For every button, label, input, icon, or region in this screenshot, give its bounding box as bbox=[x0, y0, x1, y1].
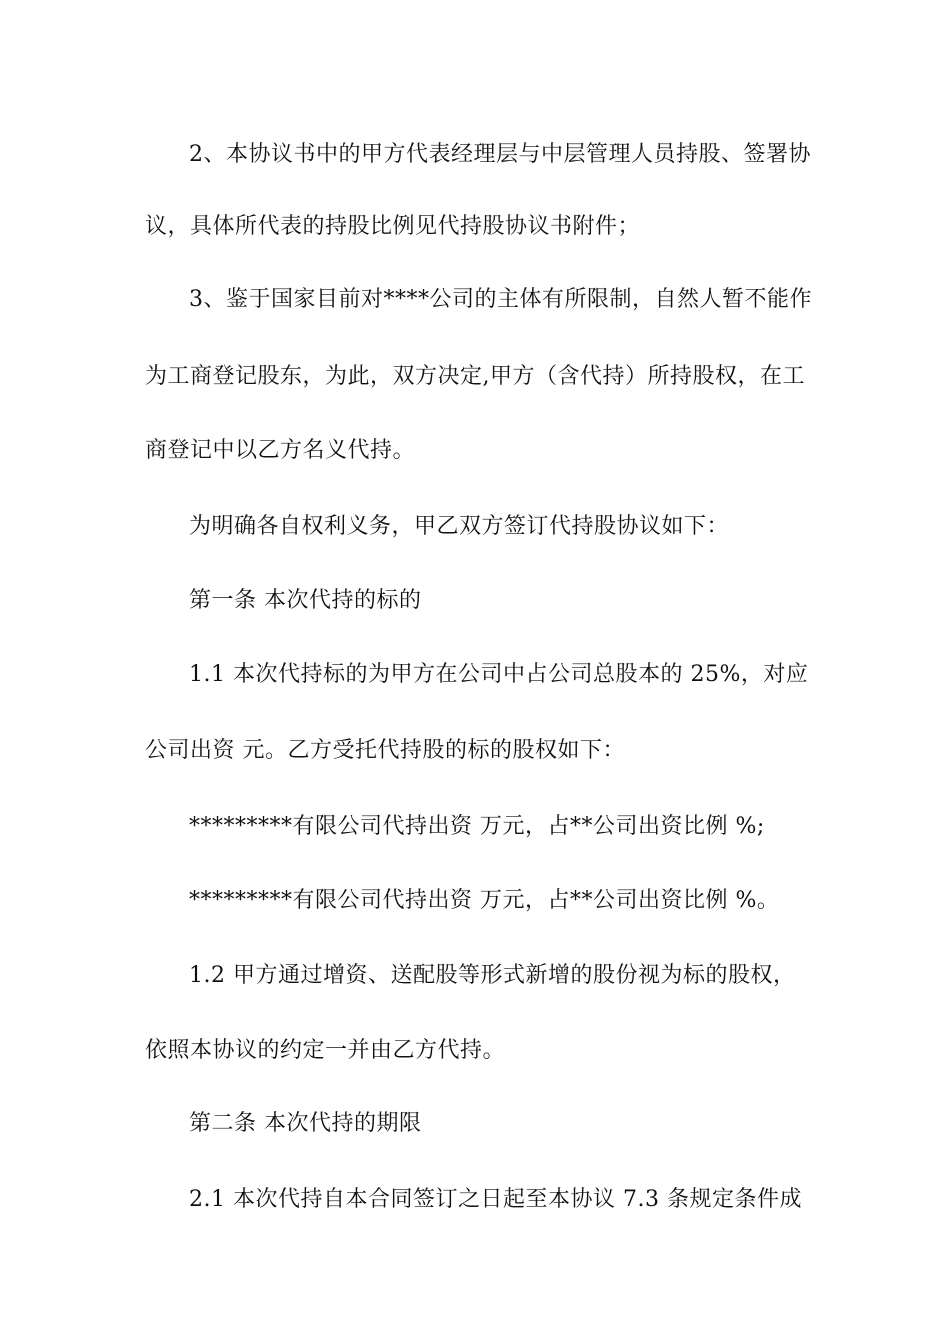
holding-item-1: *********有限公司代持出资 万元，占**公司出资比例 %; bbox=[189, 814, 765, 839]
article-1-heading: 第一条 本次代持的标的 bbox=[189, 588, 422, 613]
clause-1-2-line-1: 1.2 甲方通过增资、送配股等形式新增的股份视为标的股权， bbox=[189, 963, 796, 988]
paragraph-2-line-1: 2、本协议书中的甲方代表经理层与中层管理人员持股、签署协 bbox=[189, 142, 811, 167]
clause-2-1-line-1: 2.1 本次代持自本合同签订之日起至本协议 7.3 条规定条件成 bbox=[189, 1187, 802, 1212]
clause-1-1-line-1: 1.1 本次代持标的为甲方在公司中占公司总股本的 25%，对应 bbox=[189, 662, 809, 687]
clause-1-1-line-2: 公司出资 元。乙方受托代持股的标的股权如下： bbox=[145, 738, 625, 763]
clause-1-2-line-2: 依照本协议的约定一并由乙方代持。 bbox=[145, 1038, 506, 1063]
holding-item-2: *********有限公司代持出资 万元，占**公司出资比例 %。 bbox=[189, 888, 780, 913]
paragraph-3-line-2: 为工商登记股东，为此，双方决定,甲方（含代持）所持股权，在工 bbox=[145, 364, 805, 389]
agreement-intro: 为明确各自权利义务，甲乙双方签订代持股协议如下： bbox=[189, 514, 730, 539]
paragraph-3-line-1: 3、鉴于国家目前对****公司的主体有所限制，自然人暂不能作 bbox=[189, 287, 812, 312]
paragraph-3-line-3: 商登记中以乙方名义代持。 bbox=[145, 438, 416, 463]
paragraph-2-line-2: 议，具体所代表的持股比例见代持股协议书附件； bbox=[145, 214, 641, 239]
article-2-heading: 第二条 本次代持的期限 bbox=[189, 1111, 422, 1136]
